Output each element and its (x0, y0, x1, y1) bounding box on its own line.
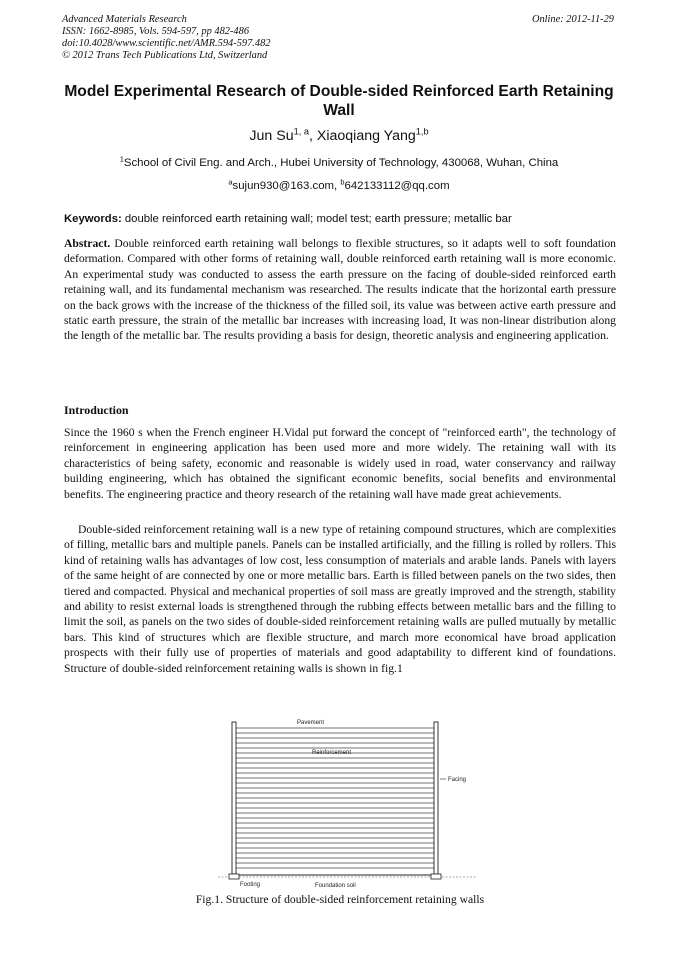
reinforcement-label: Reinforcement (312, 750, 352, 756)
journal-name: Advanced Materials Research (62, 14, 187, 25)
right-facing-panel (434, 722, 438, 874)
author-name: Xiaoqiang Yang (316, 128, 416, 144)
paragraph: Since the 1960 s when the French engineer H.Vidal put forward the concept of "reinforced earth", the technology of reinforcement in engineering application has been used more and more widely. The retaining wall with its characteristics of being safety, economic and reasonable is widely used in road, water conservancy and railway building engineering, which has obtained the significant economic benefits, social benefits and environmental benefits. The engineering practice and theory research of the retaining wall have made great achievements. (64, 426, 616, 501)
abstract-label: Abstract. (64, 237, 111, 250)
keywords-text: double reinforced earth retaining wall; model test; earth pressure; metallic bar (121, 213, 512, 225)
keywords-label: Keywords: (64, 213, 122, 225)
right-footing (431, 874, 441, 879)
email-mark: a (228, 177, 233, 187)
figure-caption: Fig.1. Structure of double-sided reinforcement retaining walls (195, 893, 485, 906)
email-mark: b (340, 177, 345, 187)
affil-text: School of Civil Eng. and Arch., Hubei University of Technology, 430068, Wuhan, China (123, 157, 559, 169)
author-line (60, 128, 618, 144)
copyright-line: © 2012 Trans Tech Publications Ltd, Switzerland (62, 50, 268, 61)
footing-label: Footing (240, 882, 261, 888)
paragraph: Double-sided reinforcement retaining wall is a new type of retaining compound structures, which are complexities of filling, metallic bars and multiple panels. Panels can be installed artificially, and the filling is rolled by rollers. This kind of retaining walls has advantages of low cost, less consumption of materials and arable lands. Panels with layers of the same height of are connected by one or more metallic bars. Earth is filled between panels on the two sides, then tiered and compacted. Physical and mechanical properties of soil mass are greatly improved and the strength, stability and ability to resist external loads is strengthened through the rubbing effects between metallic bars and the filling to limit the soil, as panels on the two sides of double-sided reinforcement retaining walls are pulled mutually by metallic bars. This kind of structures which are flexible structure, and march more economical have broad application prospects with their fully use of properties of materials and good adaptability to different kind of foundations. Structure of double-sided reinforcement retaining walls is shown in fig.1 (64, 523, 616, 675)
author-affil-mark: 1, a (293, 126, 309, 137)
pavement-label: Pavement (297, 720, 325, 726)
foundation-label: Foundation soil (315, 883, 356, 889)
issn-line: ISSN: 1662-8985, Vols. 594-597, pp 482-486 (62, 26, 250, 37)
keywords (64, 213, 616, 225)
online-date: Online: 2012-11-29 (531, 14, 614, 25)
email-link[interactable]: sujun930@163.com, (232, 180, 341, 192)
wall-diagram (218, 716, 478, 890)
section-heading: Introduction (64, 403, 129, 417)
author-affil-mark: 1,b (415, 126, 429, 137)
affil-mark: 1 (119, 154, 124, 164)
doi-line[interactable]: doi:10.4028/www.scientific.net/AMR.594-597.482 (62, 38, 271, 49)
email-line (60, 177, 618, 192)
left-footing (229, 874, 239, 879)
author-separator: , (308, 128, 317, 144)
author-name: Jun Su (249, 128, 294, 144)
journal-header (62, 14, 270, 62)
left-facing-panel (232, 722, 236, 874)
abstract-text: Double reinforced earth retaining wall belongs to flexible structures, so it adapts well to soft foundation deformation. Compared with other forms of retaining wall, double reinforced earth retaining wall is more economic. An experimental study was conducted to assess the earth pressure on the facing of double-sided reinforced earth retaining wall, and its fundamental mechanism was researched. The results indicate that the horizontal earth pressure on the back grows with the increase of the thickness of the filled soil, its value was between active earth pressure and static earth pressure, the strain of the metallic bar increases with increasing load, It was non-linear distribution along the length of the metallic bar. The results providing a basis for design, theoretic analysis and engineering application. (64, 237, 616, 343)
affiliation (60, 154, 618, 169)
reinforcement-bars (236, 728, 434, 868)
facing-label: Facing (448, 777, 467, 783)
paper-title: Model Experimental Research of Double-sided Reinforced Earth Retaining Wall (64, 83, 614, 119)
email-link[interactable]: 642133112@qq.com (344, 180, 450, 192)
figure-1 (218, 716, 478, 890)
abstract (64, 236, 616, 344)
